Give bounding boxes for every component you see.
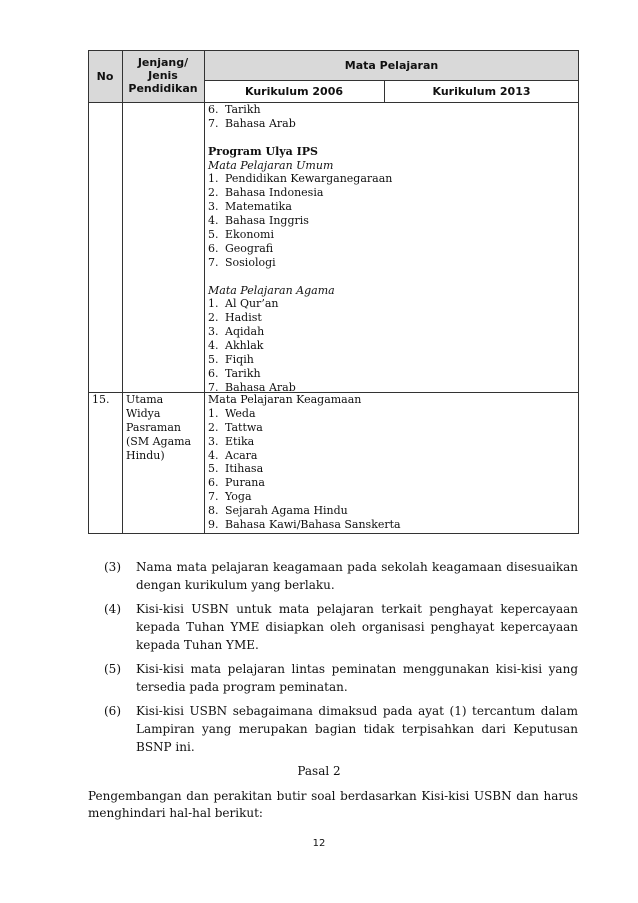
header-no: No bbox=[96, 70, 114, 83]
list-item-text: Akhlak bbox=[225, 339, 264, 353]
list-item bbox=[208, 449, 401, 463]
list-item-number: 9. bbox=[208, 518, 219, 532]
list-item-number: 3. bbox=[208, 200, 219, 214]
list-item-number: 6. bbox=[208, 366, 219, 380]
jenjang-line: Hindu) bbox=[126, 448, 165, 462]
list-item-number: 2. bbox=[208, 311, 219, 325]
list-item-text: Tattwa bbox=[225, 420, 263, 434]
paragraph-text: Kisi-kisi USBN untuk mata pelajaran terkait penghayat kepercayaan kepada Tuhan YME disiapkan oleh organisasi penghayat kepercayaan kepada Tuhan YME. bbox=[136, 602, 578, 652]
list-item bbox=[208, 103, 392, 117]
list-item bbox=[208, 490, 401, 504]
jenjang-line: Pasraman bbox=[126, 420, 181, 434]
list-item-text: Tarikh bbox=[225, 103, 261, 116]
list-item-number: 3. bbox=[208, 325, 219, 339]
paragraph-text: Kisi-kisi USBN sebagaimana dimaksud pada ayat (1) tercantum dalam Lampiran yang merupakan bagian tidak terpisahkan dari Keputusan BSNP ini. bbox=[136, 704, 578, 754]
list-item bbox=[208, 214, 392, 228]
list-item-text: Hadist bbox=[225, 311, 262, 325]
list-item-number: 7. bbox=[208, 116, 219, 130]
curriculum-table bbox=[88, 50, 579, 534]
jenjang-line: Utama bbox=[126, 393, 164, 406]
list-item bbox=[208, 339, 392, 353]
list-item-number: 5. bbox=[208, 462, 219, 476]
list-item-number: 6. bbox=[208, 103, 219, 116]
list-item-text: Geografi bbox=[225, 241, 274, 255]
list-item bbox=[208, 504, 401, 518]
list-item-number: 7. bbox=[208, 255, 219, 269]
list-item bbox=[208, 284, 392, 298]
list-item-number: 1. bbox=[208, 297, 219, 311]
paragraph-number: (3) bbox=[104, 560, 121, 574]
list-item-text: Acara bbox=[225, 448, 258, 462]
header-mid-line bbox=[204, 80, 579, 81]
list-item-number: 4. bbox=[208, 214, 219, 228]
list-item bbox=[208, 172, 392, 186]
list-item bbox=[208, 311, 392, 325]
list-item bbox=[208, 393, 401, 407]
paragraph-text: Nama mata pelajaran keagamaan pada sekolah keagamaan disesuaikan dengan kurikulum yang berlaku. bbox=[136, 560, 578, 592]
list-item-text: Fiqih bbox=[225, 353, 254, 367]
list-item-number: 2. bbox=[208, 186, 219, 200]
paragraph-5 bbox=[104, 660, 578, 696]
list-item bbox=[208, 462, 401, 476]
table-left-border bbox=[88, 50, 89, 534]
list-item bbox=[208, 325, 392, 339]
list-item-number: 8. bbox=[208, 504, 219, 518]
list-item-number: 3. bbox=[208, 434, 219, 448]
page-number: 12 bbox=[312, 838, 326, 849]
list-item bbox=[208, 297, 392, 311]
list-item-text: Yoga bbox=[225, 490, 252, 504]
paragraph-3 bbox=[104, 558, 578, 594]
jenjang-line: Widya bbox=[126, 406, 161, 420]
header-mata-pelajaran: Mata Pelajaran bbox=[344, 59, 439, 72]
paragraph-text: Kisi-kisi mata pelajaran lintas peminatan menggunakan kisi-kisi yang tersedia pada program peminatan. bbox=[136, 662, 578, 694]
list-item bbox=[208, 353, 392, 367]
list-item-text: Etika bbox=[225, 434, 255, 448]
list-item bbox=[208, 242, 392, 256]
list-item-number: 1. bbox=[208, 172, 219, 186]
row15-no: 15. bbox=[92, 393, 110, 406]
col-divider-1 bbox=[122, 50, 123, 534]
list-item-text: Pendidikan Kewarganegaraan bbox=[225, 172, 393, 186]
list-item-text: Weda bbox=[225, 406, 256, 420]
jenjang-line: (SM Agama bbox=[126, 434, 192, 448]
col-divider-2 bbox=[204, 50, 205, 534]
pasal-title: Pasal 2 bbox=[297, 764, 341, 778]
pasal-body: Pengembangan dan perakitan butir soal berdasarkan Kisi-kisi USBN dan harus menghindari hal-hal berikut: bbox=[88, 789, 578, 820]
list-item-number: 4. bbox=[208, 339, 219, 353]
list-item-text: Matematika bbox=[225, 200, 292, 214]
list-item bbox=[208, 200, 392, 214]
list-item-number: 4. bbox=[208, 448, 219, 462]
paragraph-number: (5) bbox=[104, 662, 121, 676]
list-item-number: 2. bbox=[208, 420, 219, 434]
list-item-text: Bahasa Kawi/Bahasa Sanskerta bbox=[225, 518, 401, 532]
list-item-text: Bahasa Inggris bbox=[225, 214, 309, 228]
list-item-number: 7. bbox=[208, 380, 219, 394]
list-item-text: Mata Pelajaran Keagamaan bbox=[208, 393, 362, 406]
header-kurikulum-2006: Kurikulum 2006 bbox=[244, 85, 343, 98]
list-item bbox=[208, 270, 392, 284]
list-item-text: Purana bbox=[225, 476, 265, 490]
paragraph-4 bbox=[104, 600, 578, 654]
list-item-text: Al Qur’an bbox=[225, 297, 279, 311]
header-kurikulum-2013: Kurikulum 2013 bbox=[432, 85, 531, 98]
paragraph-number: (4) bbox=[104, 602, 121, 616]
list-item-text: Program Ulya IPS bbox=[208, 144, 318, 158]
header-col-divider bbox=[384, 80, 385, 102]
list-item bbox=[208, 228, 392, 242]
list-item-text: Aqidah bbox=[225, 325, 265, 339]
list-item-text: Bahasa Indonesia bbox=[225, 186, 324, 200]
list-item bbox=[208, 518, 401, 532]
table-top-border bbox=[88, 50, 579, 51]
list-item bbox=[208, 435, 401, 449]
list-item-text: Bahasa Arab bbox=[225, 380, 296, 394]
list-item bbox=[208, 145, 392, 159]
list-item bbox=[208, 476, 401, 490]
list-item-text: Ekonomi bbox=[225, 228, 274, 242]
list-item-number: 7. bbox=[208, 490, 219, 504]
list-item-text: Mata Pelajaran Umum bbox=[208, 158, 334, 172]
table-bottom-border bbox=[88, 533, 579, 534]
list-item bbox=[208, 421, 401, 435]
list-item bbox=[208, 407, 401, 421]
list-item bbox=[208, 186, 392, 200]
continued-subject-list bbox=[208, 103, 392, 395]
list-item-text: Mata Pelajaran Agama bbox=[208, 283, 335, 297]
list-item-number: 5. bbox=[208, 353, 219, 367]
list-item-text: Sosiologi bbox=[225, 255, 276, 269]
paragraph-6 bbox=[104, 702, 578, 756]
list-item bbox=[208, 117, 392, 131]
paragraph-number: (6) bbox=[104, 704, 121, 718]
row15-number bbox=[92, 393, 110, 407]
list-item bbox=[208, 367, 392, 381]
table-right-border bbox=[578, 50, 579, 534]
row15-subject-list bbox=[208, 393, 401, 532]
list-item-text: Bahasa Arab bbox=[225, 116, 296, 130]
row15-jenjang bbox=[126, 393, 191, 462]
list-item bbox=[208, 256, 392, 270]
list-item-number: 5. bbox=[208, 228, 219, 242]
header-jenjang: Jenjang/ Jenis Pendidikan bbox=[128, 56, 198, 95]
list-item-number: 1. bbox=[208, 406, 219, 420]
list-item-number: 6. bbox=[208, 476, 219, 490]
list-item bbox=[208, 131, 392, 145]
list-item-text: Tarikh bbox=[225, 366, 261, 380]
list-item bbox=[208, 159, 392, 173]
list-item-number: 6. bbox=[208, 241, 219, 255]
list-item-text: Itihasa bbox=[225, 462, 264, 476]
list-item-text: Sejarah Agama Hindu bbox=[225, 504, 348, 518]
